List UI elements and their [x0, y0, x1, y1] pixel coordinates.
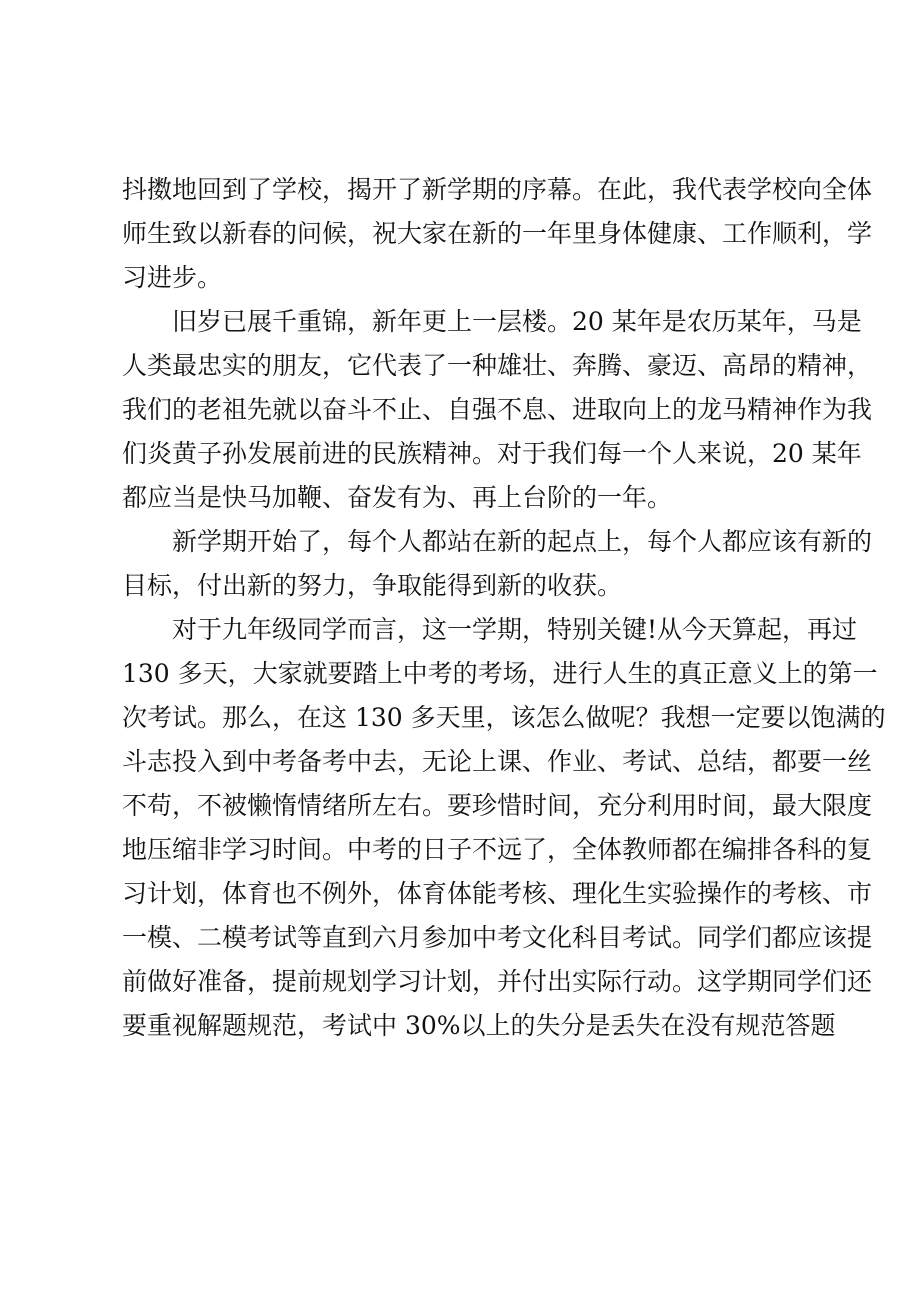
paragraph-line: 对于九年级同学而言，这一学期，特别关键!从今天算起，再过	[172, 615, 858, 644]
paragraph-line: 要重视解题规范，考试中 30%以上的失分是丢失在没有规范答题	[122, 1011, 836, 1040]
paragraph-4	[122, 608, 886, 1048]
paragraph-line: 人类最忠实的朋友，它代表了一种雄壮、奔腾、豪迈、高昂的精神，	[122, 351, 873, 380]
paragraph-line: 旧岁已展千重锦，新年更上一层楼。20 某年是农历某年，马是	[172, 307, 862, 336]
paragraph-line: 们炎黄子孙发展前进的民族精神。对于我们每一个人来说，20 某年	[122, 439, 862, 468]
paragraph-line: 斗志投入到中考备考中去，无论上课、作业、考试、总结，都要一丝	[122, 747, 873, 776]
paragraph-line: 次考试。那么，在这 130 多天里，该怎么做呢？我想一定要以饱满的	[122, 703, 886, 732]
paragraph-line: 一模、二模考试等直到六月参加中考文化科目考试。同学们都应该提	[122, 923, 873, 952]
paragraph-line: 目标，付出新的努力，争取能得到新的收获。	[122, 571, 623, 600]
paragraph-line: 130 多天，大家就要踏上中考的考场，进行人生的真正意义上的第一	[122, 659, 878, 688]
paragraph-line: 前做好准备，提前规划学习计划，并付出实际行动。这学期同学们还	[122, 967, 873, 996]
paragraph-line: 抖擞地回到了学校，揭开了新学期的序幕。在此，我代表学校向全体	[122, 175, 873, 204]
paragraph-line: 都应当是快马加鞭、奋发有为、再上台阶的一年。	[122, 483, 673, 512]
document-body	[122, 168, 886, 1048]
paragraph-line: 新学期开始了，每个人都站在新的起点上，每个人都应该有新的	[172, 527, 873, 556]
paragraph-3	[122, 520, 873, 608]
paragraph-2	[122, 300, 873, 520]
paragraph-line: 我们的老祖先就以奋斗不止、自强不息、进取向上的龙马精神作为我	[122, 395, 873, 424]
paragraph-line: 师生致以新春的问候，祝大家在新的一年里身体健康、工作顺利，学	[122, 219, 873, 248]
paragraph-line: 习计划，体育也不例外，体育体能考核、理化生实验操作的考核、市	[122, 879, 873, 908]
paragraph-line: 不苟，不被懒惰情绪所左右。要珍惜时间，充分利用时间，最大限度	[122, 791, 873, 820]
paragraph-1	[122, 168, 873, 300]
paragraph-line: 地压缩非学习时间。中考的日子不远了，全体教师都在编排各科的复	[122, 835, 873, 864]
paragraph-line: 习进步。	[122, 263, 223, 292]
